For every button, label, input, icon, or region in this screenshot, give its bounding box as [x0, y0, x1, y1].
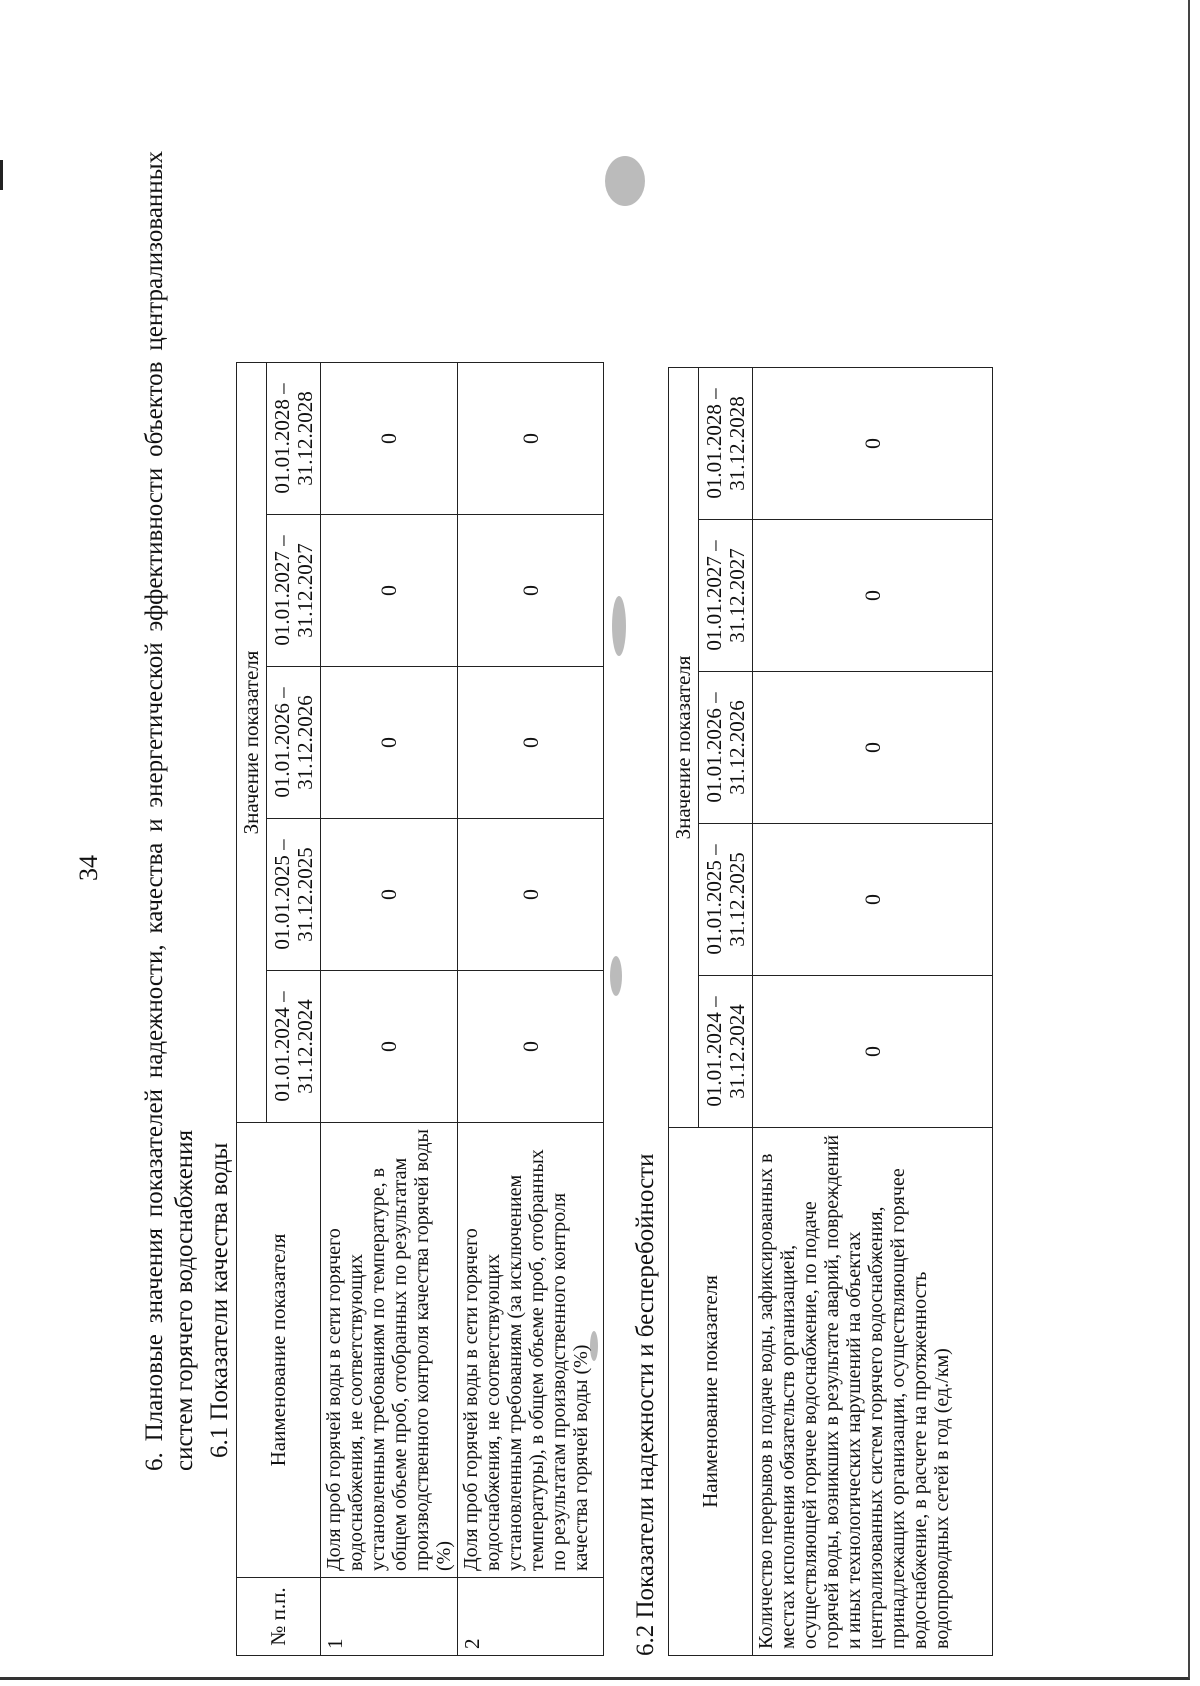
- scan-speck: [590, 1331, 598, 1361]
- value-cell: 0: [321, 819, 458, 971]
- value-cell: 0: [753, 824, 993, 976]
- period-2026: 01.01.2026 – 31.12.2026: [267, 667, 321, 819]
- period-2028: 01.01.2028 – 31.12.2028: [699, 368, 753, 520]
- header-name: Наименование показателя: [237, 1123, 321, 1578]
- indicator-name: Доля проб горячей воды в сети горячего водоснабжения, не соответствующих установленным требованиям по температуре, в общем объеме проб, отобранных по результатам производственного контроля качества горячей воды (%): [321, 1123, 458, 1578]
- period-2026: 01.01.2026 – 31.12.2026: [699, 672, 753, 824]
- row-number: 1: [321, 1578, 458, 1656]
- page-number: 34: [74, 855, 103, 881]
- header-value-group: Значение показателя: [237, 363, 267, 1123]
- reliability-table: [668, 367, 993, 1656]
- period-2027: 01.01.2027 – 31.12.2027: [267, 515, 321, 667]
- value-cell: 0: [458, 363, 604, 515]
- value-cell: 0: [321, 667, 458, 819]
- value-cell: 0: [458, 819, 604, 971]
- period-2025: 01.01.2025 – 31.12.2025: [267, 819, 321, 971]
- scan-speck: [605, 156, 645, 206]
- header-value-group: Значение показателя: [669, 368, 699, 1128]
- table-row: [321, 363, 458, 1656]
- value-cell: 0: [753, 520, 993, 672]
- row-number: 2: [458, 1578, 604, 1656]
- indicator-name: Доля проб горячей воды в сети горячего водоснабжения, не соответствующих установленным требованиям (за исключением температуры), в общем объеме проб, отобранных по результатам производственного контроля качества горячей воды (%): [458, 1123, 604, 1578]
- value-cell: 0: [458, 971, 604, 1123]
- scan-speck: [612, 596, 626, 656]
- header-num: № п.п.: [237, 1578, 321, 1656]
- table1-caption: 6.1 Показатели качества воды: [206, 1142, 233, 1458]
- water-quality-table: [236, 362, 604, 1656]
- table2-caption: 6.2 Показатели надежности и бесперебойности: [632, 1153, 659, 1656]
- value-cell: 0: [458, 515, 604, 667]
- header-name: Наименование показателя: [669, 1128, 753, 1656]
- indicator-name: Количество перерывов в подаче воды, зафиксированных в местах исполнения обязательств организацией, осуществляющей горячее водоснабжение, по подаче горячей воды, возникших в результате аварий, повреждений и иных технологических нарушений на объектах централизованных систем горячего водоснабжения, принадлежащих организации, осуществляющей горячее водоснабжение, в расчете на протяженность водопроводных сетей в год (ед./км): [753, 1128, 993, 1656]
- table-row: [458, 363, 604, 1656]
- table-row: [753, 368, 993, 1656]
- period-2028: 01.01.2028 – 31.12.2028: [267, 363, 321, 515]
- period-2025: 01.01.2025 – 31.12.2025: [699, 824, 753, 976]
- value-cell: 0: [458, 667, 604, 819]
- period-2024: 01.01.2024 – 31.12.2024: [699, 976, 753, 1128]
- period-2024: 01.01.2024 – 31.12.2024: [267, 971, 321, 1123]
- value-cell: 0: [321, 515, 458, 667]
- value-cell: 0: [321, 363, 458, 515]
- value-cell: 0: [321, 971, 458, 1123]
- scan-speck: [610, 956, 622, 996]
- section-title: 6. Плановые значения показателей надежности, качества и энергетической эффективности объектов централизованных систем горячего водоснабжения: [141, 151, 198, 1471]
- value-cell: 0: [753, 672, 993, 824]
- value-cell: 0: [753, 976, 993, 1128]
- value-cell: 0: [753, 368, 993, 520]
- period-2027: 01.01.2027 – 31.12.2027: [699, 520, 753, 672]
